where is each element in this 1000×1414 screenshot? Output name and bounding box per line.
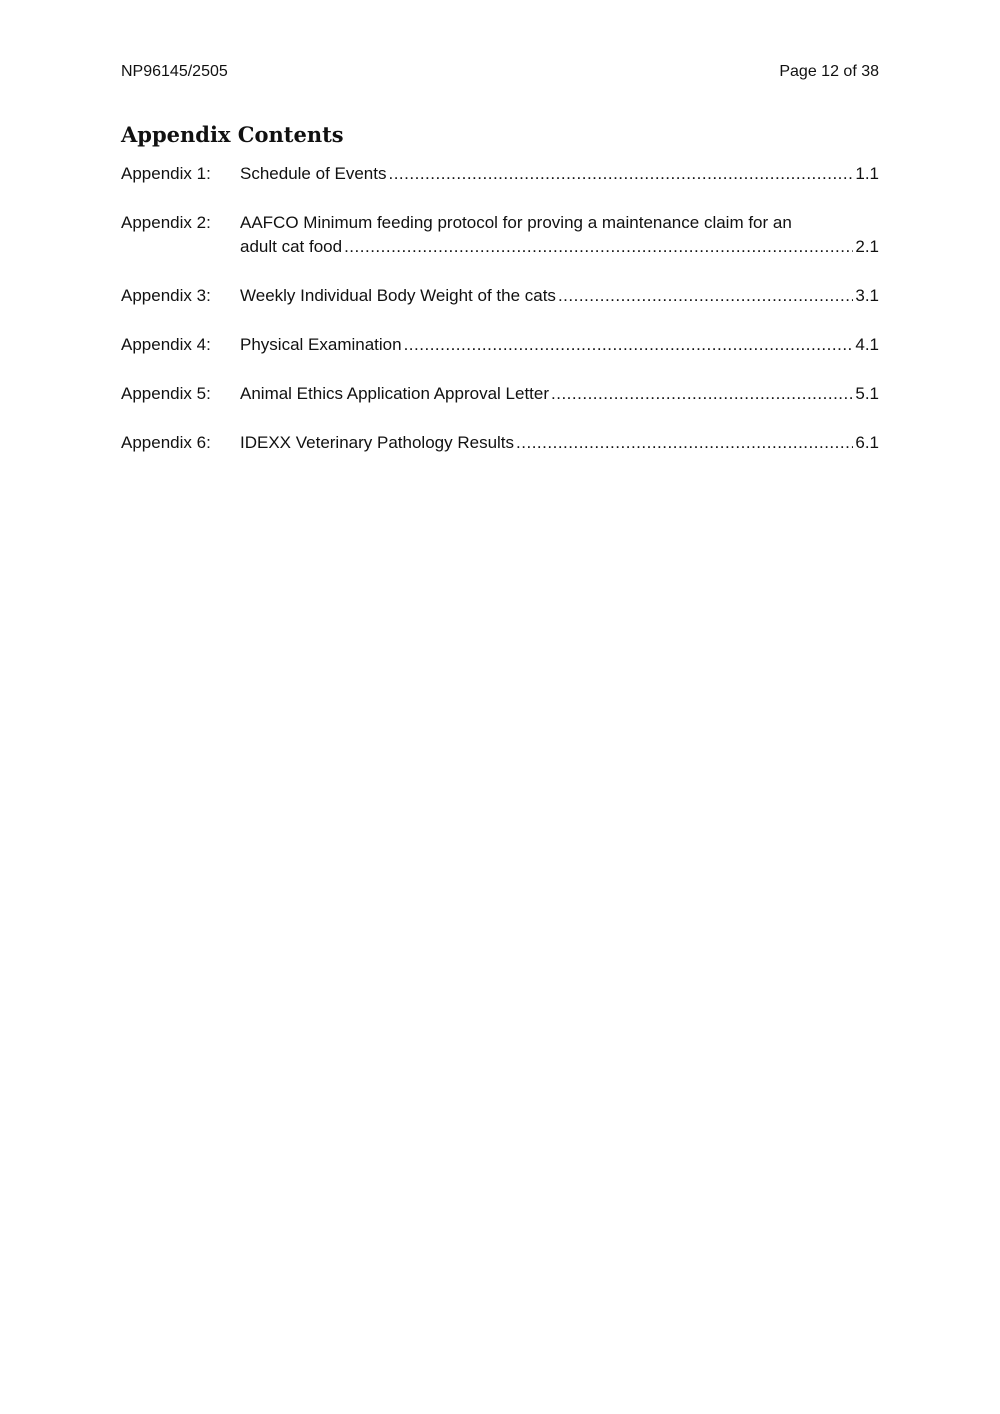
appendix-contents-list [121,162,879,480]
toc-entry-page: 3.1 [855,286,879,305]
toc-entry-title: Weekly Individual Body Weight of the cats [240,286,556,305]
toc-entry-appendix-4[interactable] [121,333,879,357]
toc-entry-title-continued: adult cat food [240,237,343,256]
toc-entry-label: Appendix 5: [121,384,211,403]
toc-entry-appendix-3[interactable] [121,284,879,308]
document-id: NP96145/2505 [121,63,228,80]
toc-entry-label: Appendix 1: [121,164,211,183]
dot-leader [404,333,854,357]
dot-leader [551,382,853,406]
toc-entry-title: AAFCO Minimum feeding protocol for proving a maintenance claim for an [240,213,792,232]
toc-entry-title: Schedule of Events [240,164,387,183]
toc-entry-label: Appendix 4: [121,335,211,354]
toc-entry-page: 1.1 [855,164,879,183]
dot-leader [558,284,853,308]
toc-entry-page: 5.1 [855,384,879,403]
dot-leader [388,162,853,186]
page-title: Appendix Contents [121,122,344,147]
toc-entry-page: 4.1 [855,335,879,354]
toc-entry-label: Appendix 6: [121,433,211,452]
toc-entry-label: Appendix 2: [121,213,211,232]
dot-leader [344,235,853,259]
toc-entry-appendix-1[interactable] [121,162,879,186]
toc-entry-title: Animal Ethics Application Approval Letter [240,384,550,403]
toc-entry-appendix-2[interactable] [121,211,879,259]
page-header [121,60,879,84]
dot-leader [516,431,853,455]
page-number: Page 12 of 38 [779,63,879,80]
toc-entry-page: 2.1 [855,237,879,256]
toc-entry-appendix-5[interactable] [121,382,879,406]
toc-entry-label: Appendix 3: [121,286,211,305]
toc-entry-appendix-6[interactable] [121,431,879,455]
toc-entry-title: IDEXX Veterinary Pathology Results [240,433,515,452]
toc-entry-page: 6.1 [855,433,879,452]
toc-entry-title: Physical Examination [240,335,402,354]
